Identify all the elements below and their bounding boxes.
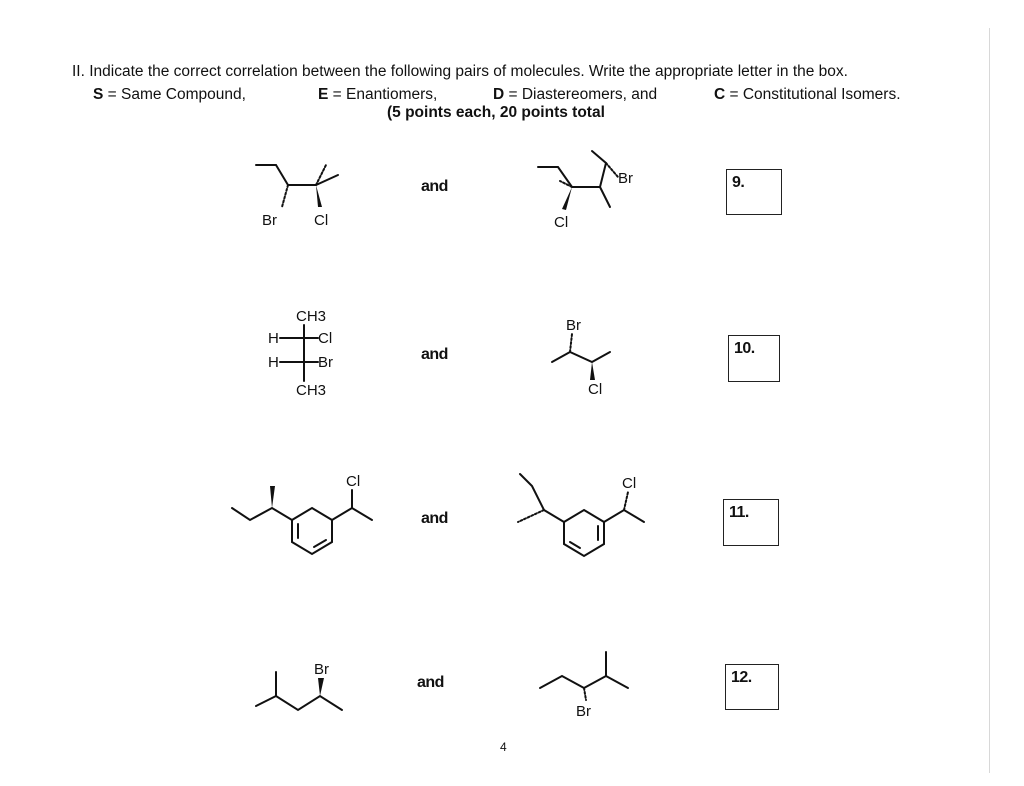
methyl-label-bottom: CH3 — [296, 382, 327, 399]
instruction-text: II. Indicate the correct correlation between the following pairs of molecules. Write the appropriate letter in the box. — [72, 63, 848, 80]
wedge-bond — [270, 486, 275, 508]
answer-label-11: 11. — [729, 504, 749, 521]
hashed-bond — [570, 334, 572, 352]
and-label-9: and — [421, 178, 448, 195]
wedge-bond — [318, 678, 324, 696]
molecule-11-right — [512, 470, 672, 560]
answer-box-9[interactable] — [726, 169, 782, 215]
hashed-bond — [518, 510, 544, 522]
answer-box-12[interactable] — [725, 664, 779, 710]
carbon-chain — [552, 352, 610, 362]
answer-box-10[interactable] — [728, 335, 780, 382]
points-note: (5 points each, 20 points total — [387, 104, 605, 121]
alkyl-chain-right — [332, 508, 372, 520]
legend-same: S = Same Compound, — [93, 86, 246, 103]
chlorine-label: Cl — [588, 381, 603, 398]
alkyl-chain-left — [232, 508, 292, 520]
bromine-label: Br — [618, 170, 633, 187]
methyl-bond — [600, 187, 610, 207]
molecule-12-left — [252, 658, 352, 718]
carbon-chain — [256, 165, 338, 185]
carbon-chain — [540, 676, 628, 688]
answer-box-11[interactable] — [723, 499, 779, 546]
legend-diastereomers: D = Diastereomers, and — [493, 86, 658, 103]
molecule-10-right — [548, 310, 628, 400]
bromine-label: Br — [318, 354, 333, 371]
chlorine-label: Cl — [622, 475, 637, 492]
answer-label-12: 12. — [731, 669, 752, 686]
molecule-9-right — [532, 145, 662, 235]
bromine-label: Br — [576, 703, 591, 720]
carbon-chain — [538, 151, 606, 187]
wedge-bond — [590, 362, 595, 380]
bromine-label: Br — [314, 661, 329, 678]
chlorine-label: Cl — [554, 214, 569, 231]
chlorine-label: Cl — [346, 473, 361, 490]
wedge-bond — [316, 185, 322, 207]
hydrogen-label: H — [268, 330, 279, 347]
carbon-chain — [256, 696, 342, 710]
methyl-label-top: CH3 — [296, 308, 327, 325]
chlorine-label: Cl — [314, 212, 329, 229]
legend-enantiomers: E = Enantiomers, — [318, 86, 438, 103]
and-label-12: and — [417, 674, 444, 691]
and-label-11: and — [421, 510, 448, 527]
alkyl-chain-right — [604, 510, 644, 522]
hashed-bond — [624, 492, 628, 510]
wedge-bond — [562, 187, 572, 210]
hashed-bond — [606, 163, 618, 177]
molecule-9-left — [248, 155, 368, 235]
answer-label-10: 10. — [734, 340, 755, 357]
page-number: 4 — [500, 740, 507, 754]
bromine-label: Br — [262, 212, 277, 229]
answer-label-9: 9. — [732, 174, 745, 191]
and-label-10: and — [421, 346, 448, 363]
hashed-bond — [584, 688, 586, 700]
molecule-12-right — [536, 648, 636, 723]
aromatic-bond — [570, 542, 580, 548]
bromine-label: Br — [566, 317, 581, 334]
alkyl-chain-left — [520, 474, 564, 522]
legend-constitutional: C = Constitutional Isomers. — [714, 86, 901, 103]
hashed-bond — [282, 185, 288, 207]
molecule-11-left — [228, 468, 388, 558]
page-edge-line — [989, 28, 990, 773]
chlorine-label: Cl — [318, 330, 333, 347]
hydrogen-label: H — [268, 354, 279, 371]
molecule-10-left — [268, 305, 358, 405]
